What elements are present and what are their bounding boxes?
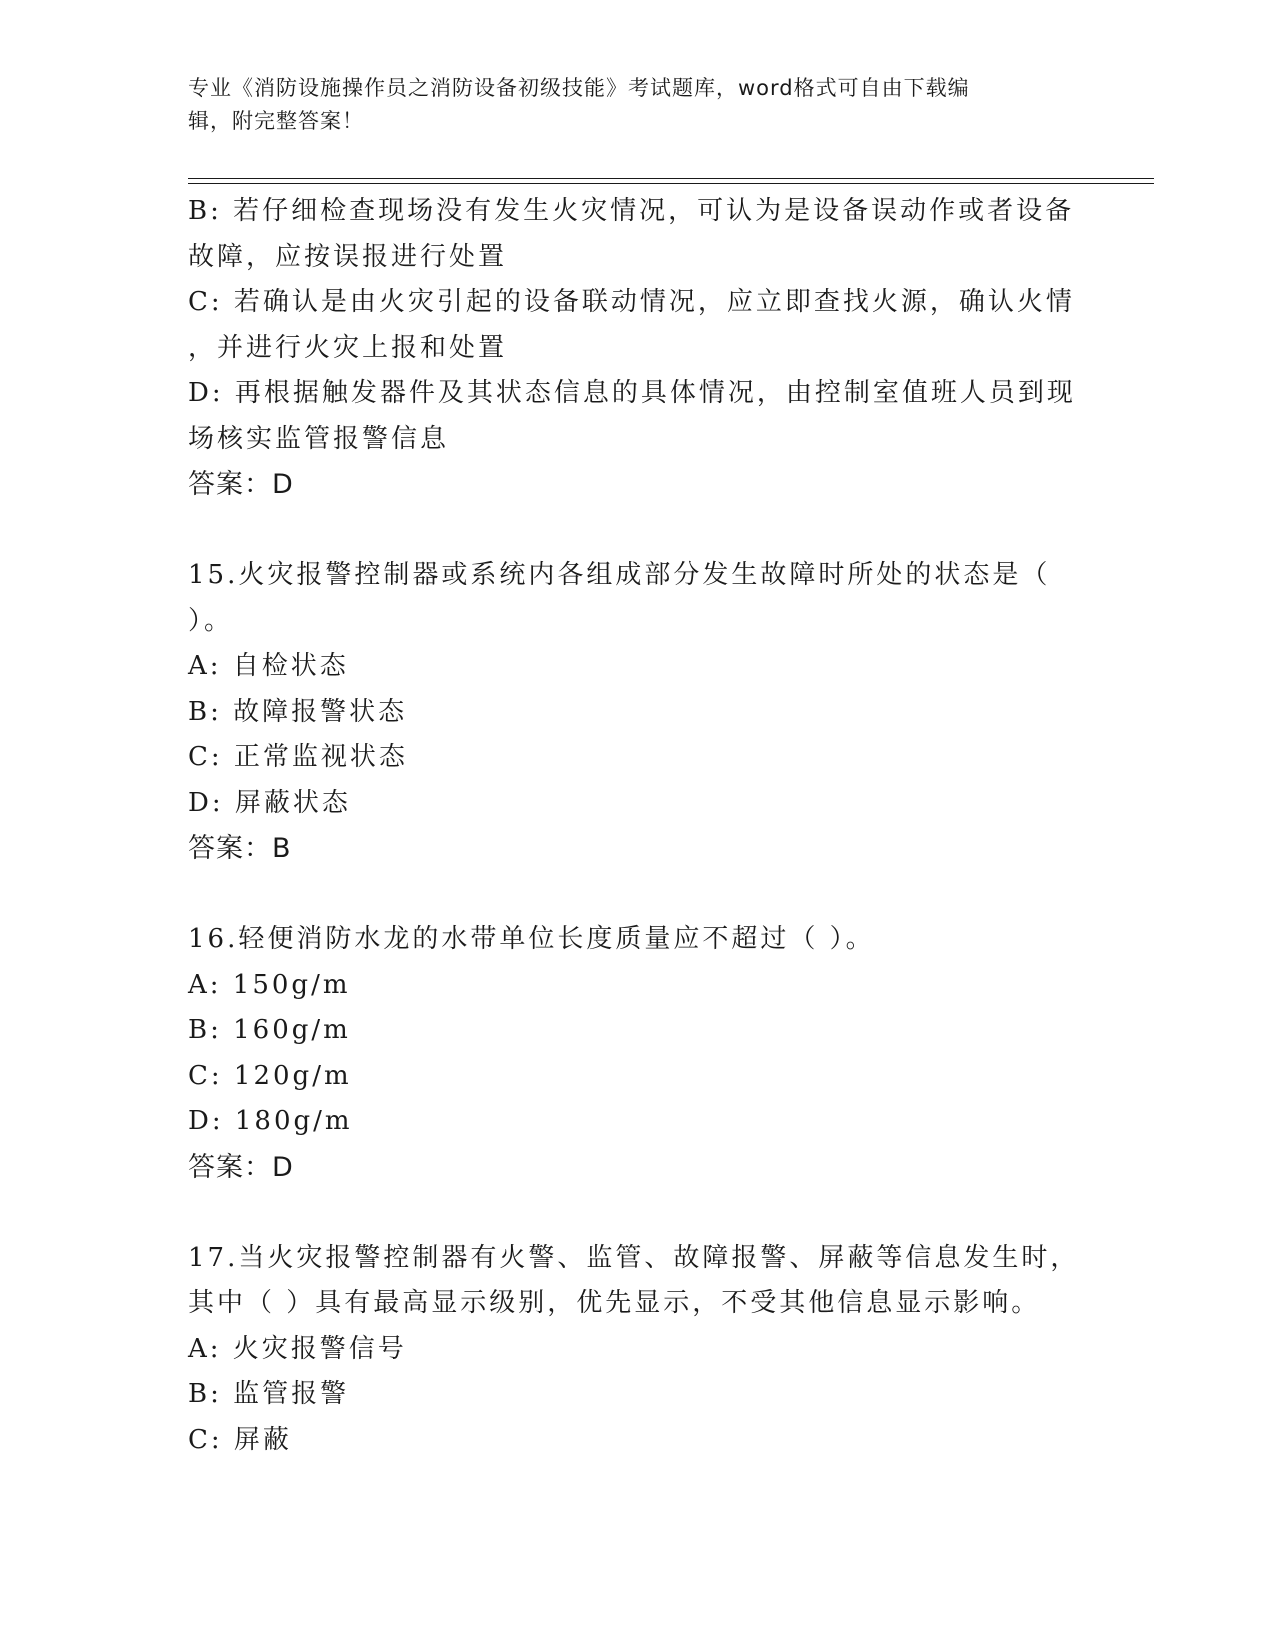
question-16	[188, 917, 1088, 1190]
answer-line: 答案：D	[188, 469, 294, 500]
option-d: D: 再根据触发器件及其状态信息的具体情况，由控制室值班人员到现	[188, 378, 1076, 408]
header-divider-thin	[188, 183, 1154, 184]
header-line: 辑，附完整答案！	[188, 109, 364, 133]
header-divider	[188, 178, 1154, 179]
option-c: C: 屏蔽	[188, 1424, 292, 1455]
question-stem: 17.当火灾报警控制器有火警、监管、故障报警、屏蔽等信息发生时，	[188, 1242, 1080, 1273]
previous-question	[188, 189, 1088, 508]
question-15	[188, 553, 1088, 872]
question-stem: 15.火灾报警控制器或系统内各组成部分发生故障时所处的状态是（	[188, 560, 1051, 590]
question-stem-continued: ）。	[188, 605, 234, 636]
answer-line: 答案：D	[188, 1151, 294, 1183]
option-c: C: 正常监视状态	[188, 742, 408, 772]
option-b: B: 160g/m	[188, 1015, 351, 1045]
spacer	[188, 508, 1088, 554]
option-d: D: 屏蔽状态	[188, 787, 351, 818]
option-b: B: 若仔细检查现场没有发生火灾情况，可认为是设备误动作或者设备	[188, 196, 1075, 226]
document-header	[188, 72, 1068, 138]
document-body	[188, 189, 1088, 1463]
question-stem-continued: 其中（ ）具有最高显示级别，优先显示，不受其他信息显示影响。	[188, 1288, 1041, 1318]
option-c-continued: ，并进行火灾上报和处置	[188, 332, 508, 363]
option-c: C: 若确认是由火灾引起的设备联动情况，应立即查找火源，确认火情	[188, 287, 1075, 317]
option-d: D: 180g/m	[188, 1106, 353, 1136]
option-a: A: 自检状态	[188, 651, 349, 681]
header-line: 专业《消防设施操作员之消防设备初级技能》考试题库，word格式可自由下载编	[188, 76, 970, 100]
option-b: B: 监管报警	[188, 1379, 350, 1409]
question-stem: 16.轻便消防水龙的水带单位长度质量应不超过（ ）。	[188, 924, 875, 954]
option-d-continued: 场核实监管报警信息	[188, 423, 450, 454]
option-b: B: 故障报警状态	[188, 696, 408, 727]
option-a: A: 火灾报警信号	[188, 1333, 407, 1364]
question-17	[188, 1236, 1088, 1464]
spacer	[188, 1190, 1088, 1236]
option-c: C: 120g/m	[188, 1060, 352, 1091]
spacer	[188, 872, 1088, 918]
option-b-continued: 故障，应按误报进行处置	[188, 241, 508, 272]
option-a: A: 150g/m	[188, 969, 351, 1000]
answer-line: 答案：B	[188, 833, 292, 864]
